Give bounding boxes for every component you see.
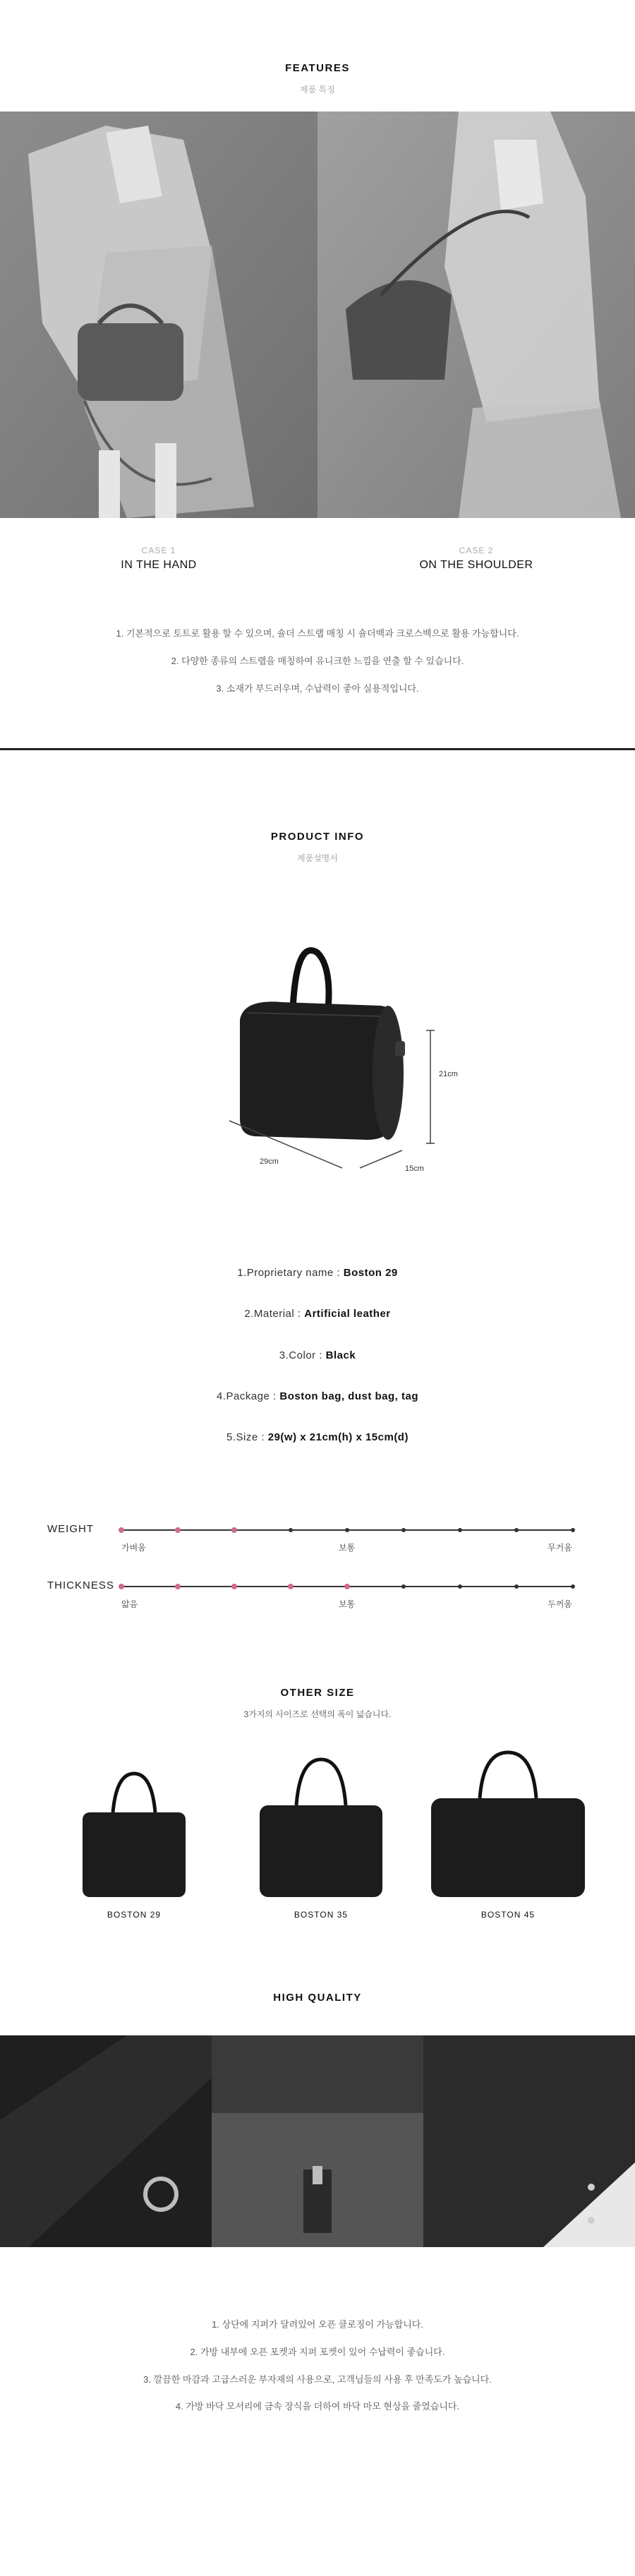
bag-boston-35 <box>254 1756 388 1901</box>
thickness-scale-track <box>121 1586 573 1587</box>
product-diagram <box>226 939 452 1179</box>
bag-caption-29: BOSTON 29 <box>107 1910 162 1920</box>
thickness-scale-left: 얇음 <box>121 1599 138 1609</box>
weight-scale-name: WEIGHT <box>47 1523 94 1535</box>
product-info-title: PRODUCT INFO <box>270 831 365 843</box>
high-quality-title: HIGH QUALITY <box>273 1992 362 2004</box>
spec-1: 1.Proprietary name : Boston 29 <box>237 1267 398 1279</box>
scale-dot <box>344 1584 350 1589</box>
dimension-width: 29cm <box>260 1157 279 1166</box>
scale-dot <box>514 1584 519 1589</box>
spec-3: 3.Color : Black <box>279 1349 356 1361</box>
feature-photo-shoulder <box>318 112 635 518</box>
scale-dot <box>571 1528 575 1532</box>
scale-dot <box>458 1584 462 1589</box>
weight-scale-left: 가벼움 <box>121 1543 146 1553</box>
scale-dot <box>175 1584 181 1589</box>
thickness-scale-mid: 보통 <box>339 1599 356 1609</box>
scale-dot <box>231 1584 237 1589</box>
quality-line-2: 2. 가방 내부에 오픈 포켓과 지퍼 포켓이 있어 수납력이 좋습니다. <box>190 2347 445 2357</box>
thickness-scale-name: THICKNESS <box>47 1579 114 1591</box>
weight-scale-track <box>121 1529 573 1531</box>
other-size-subtitle: 3가지의 사이즈로 선택의 폭이 넓습니다. <box>243 1709 392 1719</box>
weight-scale-mid: 보통 <box>339 1543 356 1553</box>
scale-dot <box>401 1528 406 1532</box>
bag-caption-35: BOSTON 35 <box>294 1910 349 1920</box>
scale-dot <box>288 1584 294 1589</box>
quality-line-3: 3. 깔끔한 마감과 고급스러운 부자재의 사용으로, 고객님들의 사용 후 만족도가 높습니다. <box>143 2374 492 2385</box>
spec-5: 5.Size : 29(w) x 21cm(h) x 15cm(d) <box>226 1431 409 1443</box>
case-2-title: ON THE SHOULDER <box>419 559 533 571</box>
other-size-title: OTHER SIZE <box>280 1687 355 1699</box>
features-title: FEATURES <box>285 62 350 74</box>
thickness-scale-right: 두꺼움 <box>548 1599 572 1609</box>
product-info-subtitle: 제품설명서 <box>297 853 338 863</box>
case-1-title: IN THE HAND <box>121 559 197 571</box>
scale-dot <box>571 1584 575 1589</box>
feature-photo-hand <box>0 112 318 518</box>
section-divider <box>0 748 635 750</box>
case-2-label: CASE 2 <box>459 546 494 555</box>
feature-line-1: 1. 기본적으로 토트로 활용 할 수 있으며, 숄더 스트랩 매칭 시 숄더백과 크로스백으로 활용 가능합니다. <box>116 628 519 639</box>
bag-boston-45 <box>427 1749 589 1901</box>
scale-dot <box>458 1528 462 1532</box>
spec-2: 2.Material : Artificial leather <box>244 1308 391 1320</box>
feature-line-3: 3. 소재가 부드러우며, 수납력이 좋아 실용적입니다. <box>216 683 419 694</box>
bag-boston-29 <box>74 1770 194 1901</box>
scale-dot <box>119 1527 124 1533</box>
quality-line-1: 1. 상단에 지퍼가 달려있어 오픈 클로징이 가능합니다. <box>212 2319 423 2330</box>
scale-dot <box>514 1528 519 1532</box>
feature-line-2: 2. 다양한 종류의 스트랩을 매칭하여 유니크한 느낌을 연출 할 수 있습니다. <box>171 656 464 666</box>
case-1-label: CASE 1 <box>141 546 176 555</box>
dimension-depth: 15cm <box>405 1164 424 1173</box>
quality-photo-strip <box>0 2035 635 2247</box>
scale-dot <box>289 1528 293 1532</box>
spec-4: 4.Package : Boston bag, dust bag, tag <box>216 1390 419 1402</box>
dimension-height: 21cm <box>439 1070 458 1078</box>
weight-scale-right: 무거움 <box>548 1543 572 1553</box>
scale-dot <box>401 1584 406 1589</box>
quality-line-4: 4. 가방 바닥 모서리에 금속 장식을 더하여 바닥 마모 현상을 줄였습니다. <box>175 2401 460 2412</box>
bag-caption-45: BOSTON 45 <box>480 1910 536 1920</box>
scale-dot <box>345 1528 349 1532</box>
scale-dot <box>175 1527 181 1533</box>
scale-dot <box>119 1584 124 1589</box>
scale-dot <box>231 1527 237 1533</box>
features-subtitle: 제품 특징 <box>300 85 335 95</box>
